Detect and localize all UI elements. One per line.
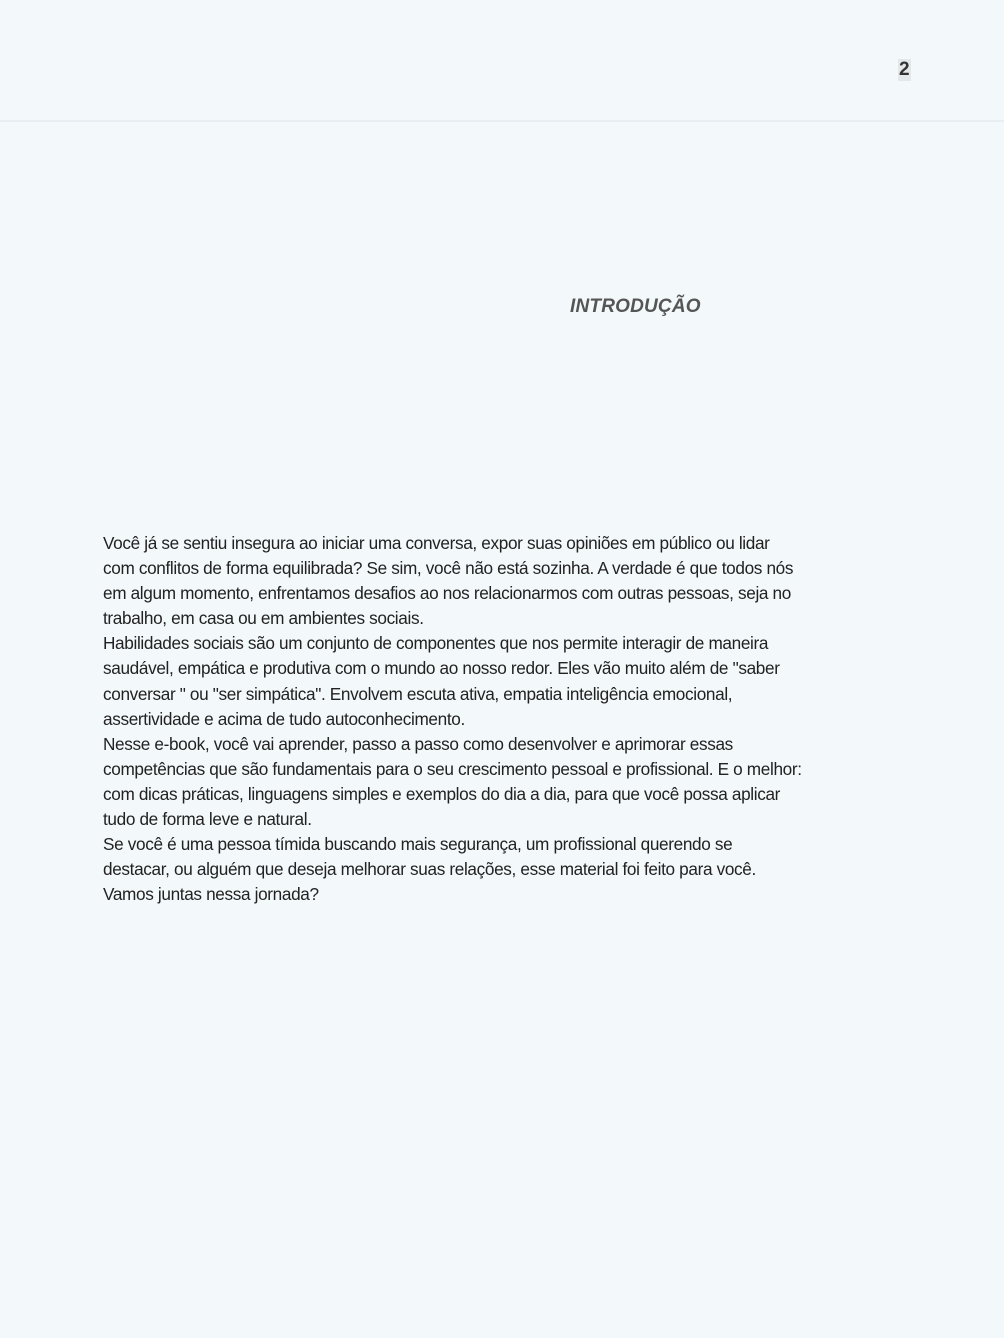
- text-line: saudável, empática e produtiva com o mundo ao nosso redor. Eles vão muito além de "saber: [103, 658, 780, 679]
- text-line: Nesse e-book, você vai aprender, passo a passo como desenvolver e aprimorar essas: [103, 733, 733, 754]
- text-line: com conflitos de forma equilibrada? Se sim, você não está sozinha. A verdade é que todos nós: [103, 558, 794, 579]
- section-title: INTRODUÇÃO: [570, 296, 701, 317]
- text-line: Você já se sentiu insegura ao iniciar uma conversa, expor suas opiniões em público ou lidar: [103, 533, 770, 553]
- page-number: 2: [899, 59, 910, 80]
- text-line: Se você é uma pessoa tímida buscando mais segurança, um profissional querendo se: [103, 834, 733, 855]
- text-line: tudo de forma leve e natural.: [103, 809, 312, 830]
- text-line: Habilidades sociais são um conjunto de componentes que nos permite interagir de maneira: [103, 633, 769, 654]
- text-line: destacar, ou alguém que deseja melhorar suas relações, esse material foi feito para você.: [103, 859, 756, 880]
- text-line: em algum momento, enfrentamos desafios ao nos relacionarmos com outras pessoas, seja no: [103, 583, 791, 604]
- text-line: Vamos juntas nessa jornada?: [103, 884, 319, 905]
- text-line: assertividade e acima de tudo autoconhecimento.: [103, 708, 465, 729]
- text-line: com dicas práticas, linguagens simples e exemplos do dia a dia, para que você possa aplicar: [103, 783, 781, 804]
- text-line: competências que são fundamentais para o seu crescimento pessoal e profissional. E o melhor:: [103, 758, 802, 779]
- text-line: conversar " ou "ser simpática". Envolvem escuta ativa, empatia inteligência emocional,: [103, 683, 733, 704]
- page-header: [0, 0, 1004, 122]
- body-text: [103, 531, 933, 907]
- text-line: trabalho, em casa ou em ambientes sociais.: [103, 608, 424, 629]
